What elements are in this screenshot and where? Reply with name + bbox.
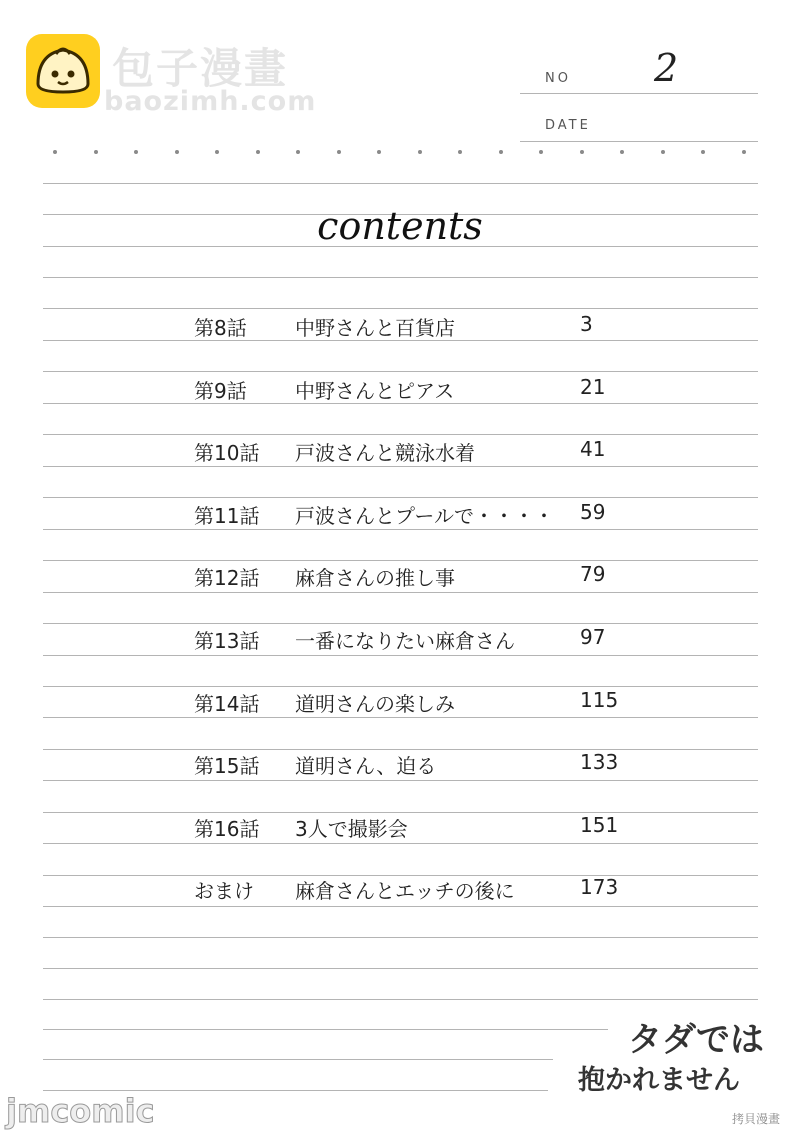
separator-dot [418,150,422,154]
ruled-line [43,717,758,718]
page-number: 173 [580,875,619,900]
episode-number: おまけ [194,879,254,904]
watermark-site-url: baozimh.com [104,86,317,117]
separator-dot [134,150,138,154]
ruled-line [43,308,758,309]
separator-dot [742,150,746,154]
page-number: 97 [580,625,606,649]
ruled-line [43,592,758,593]
episode-title: 戸波さんと競泳水着 [295,441,475,466]
separator-dot [620,150,624,154]
dotted-separator [43,150,758,156]
page-number: 115 [580,687,619,712]
episode-number: 第13話 [194,629,260,653]
separator-dot [94,150,98,154]
ruled-line [43,560,758,561]
episode-title: 中野さんとピアス [295,378,455,403]
ruled-line [520,93,758,94]
separator-dot [337,150,341,154]
separator-dot [53,150,57,154]
episode-number: 第11話 [194,503,260,528]
watermark-jmcomic: jmcomic [6,1092,155,1130]
separator-dot [661,150,665,154]
date-label: DATE [545,118,591,133]
ruled-line [43,434,758,435]
page-number: 21 [580,374,606,399]
ruled-line [43,623,758,624]
page-title: contents [317,204,483,248]
watermark-corner: 拷貝漫畫 [732,1112,781,1126]
episode-title: 一番になりたい麻倉さん [295,629,515,653]
ruled-line [43,999,758,1000]
page-number: 133 [580,750,619,775]
ruled-line [43,183,758,184]
ruled-line [43,529,758,530]
page-number: 3 [580,312,593,336]
episode-title: 3人で撮影会 [295,816,408,841]
episode-number: 第9話 [194,378,247,403]
ruled-line [520,141,758,142]
episode-title: 戸波さんとプールで・・・・ [295,503,554,528]
episode-title: 中野さんと百貨店 [295,316,455,340]
separator-dot [701,150,705,154]
separator-dot [499,150,503,154]
ruled-line [43,1090,548,1091]
page-number: 151 [580,812,619,837]
episode-title: 道明さん、迫る [295,754,437,779]
ruled-line [43,1059,553,1060]
no-label: NO [545,71,571,86]
separator-dot [580,150,584,154]
ruled-line [43,906,758,907]
episode-number: 第8話 [194,316,247,340]
page-number: 59 [580,499,606,524]
ruled-line [43,277,758,278]
ruled-line [43,937,758,938]
separator-dot [539,150,543,154]
ruled-line [43,843,758,844]
separator-dot [458,150,462,154]
series-logo-line2: 抱かれません [578,1065,740,1096]
watermark-site-name: 包子漫畫 [112,44,289,93]
page-number: 41 [580,437,606,462]
ruled-line [43,497,758,498]
episode-number: 第12話 [194,566,260,591]
episode-title: 道明さんの楽しみ [295,691,455,716]
separator-dot [256,150,260,154]
separator-dot [377,150,381,154]
ruled-line [43,655,758,656]
ruled-line [43,780,758,781]
episode-number: 第15話 [194,754,260,779]
episode-title: 麻倉さんとエッチの後に [295,879,515,904]
bun-mascot-icon [26,34,100,108]
ruled-line [43,968,758,969]
series-logo-line1: タダでは [628,1020,764,1060]
episode-number: 第10話 [194,441,260,466]
ruled-line [43,1029,608,1030]
separator-dot [296,150,300,154]
episode-title: 麻倉さんの推し事 [295,566,455,591]
separator-dot [215,150,219,154]
episode-number: 第14話 [194,691,260,716]
no-value: 2 [654,46,679,90]
ruled-line [43,371,758,372]
episode-number: 第16話 [194,816,260,841]
page-number: 79 [580,562,606,587]
separator-dot [175,150,179,154]
